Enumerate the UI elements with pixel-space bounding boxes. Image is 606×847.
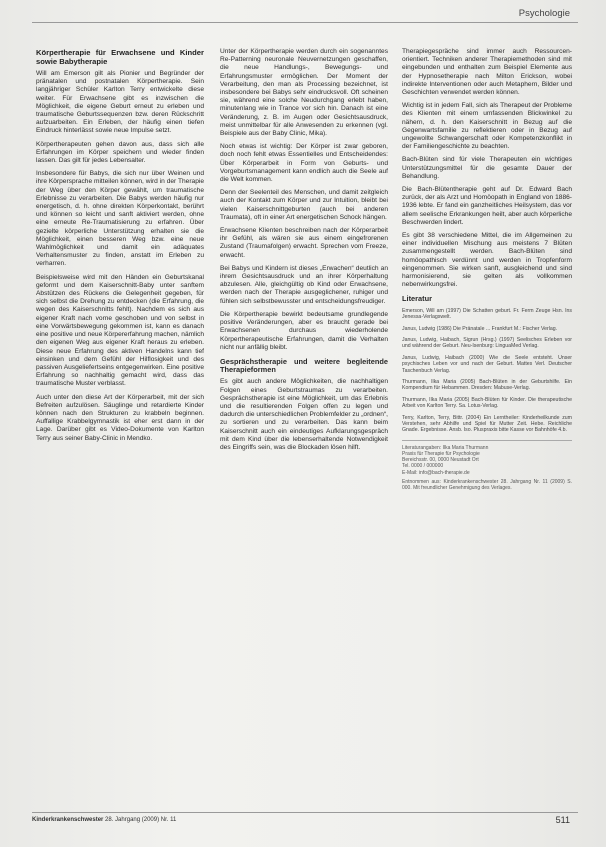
paragraph: Unter der Körpertherapie werden durch ein sogenanntes Re-Patterning neuronale Neuvernetzungen geschaffen, die neue Handlungs-, Bewegungs- und Erfahrungsmuster ermöglichen. Der Moment der Verarbeitung, den man als Processing bezeichnet, ist insbesondere bei Babys sehr eindrucksvoll. Oft scheinen sie, während eine solche Neudurchgang erlebt haben, minutenlang wie in Trance vor sich hin. Danach ist eine Veränderung, z. B. im Augen oder Gesichtsausdruck, meist unmittelbar für alle Anwesenden zu erkennen (vgl. Beispiele aus der Baby Clinic, Mika). bbox=[220, 48, 388, 138]
literature-entry: Janus, Ludwig, Haibach, Sigrun (Hrsg.) (1997) Seelisches Erleben vor und während der Geburt. Neu-Isenburg: LinguaMed Verlag. bbox=[402, 336, 572, 350]
column-3 bbox=[402, 48, 572, 491]
paragraph: Will am Emerson gilt als Pionier und Begründer der pränatalen und postnatalen Körpertherapie. Sein langjähriger Schüler Karlton Terry entwickelte diese weiter. Für Erwachsene gibt es inzwischen die Möglichkeit, die eigene Geburt erneut zu erleben und traumatische Geburtssequenzen bzw. deren Rückschritt aufzuarbeiten. Ein Erleben, der häufig einen tiefen Eindruck hinterlässt sowie neue Impulse setzt. bbox=[36, 70, 204, 135]
author-line: Literaturangaben: Ilka Maria Thurmann bbox=[402, 444, 489, 451]
literature-heading: Literatur bbox=[402, 294, 432, 304]
author-line: Tel. 0000 / 000000 bbox=[402, 463, 444, 470]
paragraph: Wichtig ist in jedem Fall, sich als Therapeut der Probleme des Klienten mit einem umfassenden Blickwinkel zu nähern, d. h. den Kaiserschnitt in Bezug auf die Gegenwartsfamilie zu reflektieren oder in Bezug auf ungewollte Schwangerschaft oder Kompetenzkonflikt in der Familiengeschichte zu beachten. bbox=[402, 102, 572, 151]
literature-entry: Emerson, Will am (1997) Die Schatten geburt. Fr. Ferm Zeuge Hsn. Ins Jenessa-Verlagswelt. bbox=[402, 307, 572, 321]
paragraph: Insbesondere für Babys, die sich nur über Weinen und ihre Körpersprache mitteilen können, wird in der Therapie der Weg über den Körper gewählt, um traumatische Erlebnisse zu verarbeiten. Die Babys werden häufig nur energetisch, d. h. ohne direkten Körperkontakt, berührt und können so leicht und sanft aktiviert werden, ohne eine erneute Re-Traumatisierung zu erfahren. Über gezielte körperliche Unterstützung erhalten sie die Möglichkeit, einen besseren Weg bzw. eine neue Wahlmöglichkeit und damit ein adäquates Verhaltensmuster zu finden, anstatt im Erleben zu verharren. bbox=[36, 170, 204, 268]
section-label: Psychologie bbox=[518, 8, 570, 19]
page-footer bbox=[32, 812, 578, 823]
paragraph: Bach-Blüten sind für viele Therapeuten ein wichtiges Unterstützungsmittel für die gesamte Dauer der Behandlung. bbox=[402, 156, 572, 180]
paragraph: Denn der Seelenteil des Menschen, und damit zeitgleich auch der Kontakt zum Körper und zur Intuition, bleibt bei vielen Kaiserschnittgeburten (auch bei anderen Traumata), oft in einer Art energetischen Schock hängen. bbox=[220, 189, 388, 221]
top-rule bbox=[32, 22, 578, 23]
paragraph: Auch unter den diese Art der Körperarbeit, mit der sich Befreiten aufzulösen. Säuglinge und retardierte Kinder können nach den Strukturen zu krabbeln beginnen. Auffallige Krabbelgymnastik ist eher erst dann in der Lage. Darüber gibt es Video-Dokumente von Karlton Terry aus seiner Baby-Clinic in Mendko. bbox=[36, 393, 204, 442]
journal-issue: 28. Jahrgang (2009) Nr. 11 bbox=[105, 817, 177, 823]
paragraph: Noch etwas ist wichtig: Der Körper ist zwar geboren, doch noch fehlt etwas Essentielles und Entscheidendes: Über Körperarbeit in Form von Geburts- und Vorgeburtsmanagement kann endlich auch die Seele auf die Welt kommen. bbox=[220, 143, 388, 184]
section-heading: Körpertherapie für Erwachsene und Kinder sowie Babytherapie bbox=[36, 48, 204, 66]
author-box bbox=[402, 440, 572, 491]
literature-entry: Janus, Ludwig (1986) Die Pränatale ... Frankfurt M.: Fischer Verlag. bbox=[402, 325, 558, 332]
author-line: E-Mail: info@bach-therapie.de bbox=[402, 469, 470, 476]
source-note: Entnommen aus: Kinderkrankenschwester 28. Jahrgang Nr. 11 (2009) S. 000. Mit freundlicher Genehmigung des Verlages. bbox=[402, 478, 572, 491]
author-line: Bereichsstr. 00, 0000 Neustadt Ort bbox=[402, 457, 479, 464]
journal-name: Kinderkrankenschwester bbox=[32, 817, 104, 823]
literature-entry: Thurmann, Ilka Maria (2005) Bach-Blüten in der Geburtshilfe. Ein Kompendium für Hebammen. Dresden: Mabuse-Verlag. bbox=[402, 378, 572, 392]
paragraph: Bei Babys und Kindern ist dieses „Erwachen“ deutlich an ihrem Gesichtsausdruck und an ihrer Körperhaltung abzulesen. Alle, gleichgültig ob Kind oder Erwachsene, werden nach der Therapie ausgeglichener, ruhiger und fühlen sich selbstbewusster und entscheidungsfreudiger. bbox=[220, 264, 388, 305]
paragraph: Erwachsene Klienten beschreiben nach der Körperarbeit ihr Gefühl, als wären sie aus einem eingefrorenen Zustand (Traumafolgen) erwacht. Sprechen vom Freeze, erwacht. bbox=[220, 227, 388, 259]
literature-entry: Terry, Karlton, Terry, Bittr. (2004) Ein Lerntheiler: Kinderheilkunde zum Verstehen, sehr Abhilfe und Spiel für Mutter Zeit. Hebe. Reichliche Gnade. Ergebnisse. Ansb. Iso. Pluspraxis bitte Kasse vor Bahnhöfe 4.b. bbox=[402, 414, 572, 434]
paragraph: Körpertherapeuten gehen davon aus, dass sich alle Erfahrungen im Körper speichern und wieder finden lassen. Das gilt für jedes Lebensalter. bbox=[36, 140, 204, 165]
paragraph: Es gibt 38 verschiedene Mittel, die im Allgemeinen zu einer individuellen Mischung aus meistens 7 Blüten zusammengestellt werden. Bach-Blüten sind homöopathisch verdünnt und werden in Tropfenform eingenommen. Sie wirken sanft, ausgleichend und sind harmonisierend, sie gelten als vollkommen nebenwirkungsfrei. bbox=[402, 232, 572, 289]
column-2 bbox=[220, 48, 388, 457]
page-number: 511 bbox=[555, 815, 570, 825]
literature-entry: Janus, Ludwig, Haibach (2000) Wie die Seele entsteht. Unser psychisches Leben vor und nach der Geburt. Mattes Verl. Deutscher Taschenbuch Verlag. bbox=[402, 354, 572, 374]
column-1 bbox=[36, 48, 204, 448]
subsection-heading: Gesprächstherapie und weitere begleitende Therapieformen bbox=[220, 356, 388, 375]
paragraph: Es gibt auch andere Möglichkeiten, die nachhaltigen Folgen eines Geburtstraumas zu verarbeiten. Gesprächstherapie ist eine Möglichkeit, um das Erlebnis und die resultierenden Folgen offen zu legen und dadurch die unterschiedlichen Problemfelder zu „ordnen“, zu sortieren und zu verarbeiten. Das kann beim Kaiserschnitt auch ein eindeutiges Aufklarungsgespräch mit dem Kind über die lebenserhaltende Notwendigkeit des Eingriffs sein, was die Blockaden lösen hilft. bbox=[220, 378, 388, 451]
paragraph: Die Körpertherapie bewirkt bedeutsame grundlegende positive Veränderungen, aber es braucht gerade bei Erwachsenen durchaus wiederholende Körpertherapeutische Erfahrungen, damit die Verhalten nicht nur anfällig bleibt. bbox=[220, 310, 388, 351]
paragraph: Beispielsweise wird mit den Händen ein Geburtskanal geformt und dem Kaiserschnitt-Baby unter sanftem Abstützen des Rückens die Gelegenheit gegeben, für sich selbst die Drehung zu entdecken (die Erfahrung, die wegen des Kaiserschnitts fehlt). Nachdem es sich aus eigener Kraft nach vorne geschoben und von selbst in eine Vorwärtsbewegung gekommen ist, kann es danach eine positive und neue Körpererfahrung machen, nämlich den eigenen Weg aus eigener Kraft heraus zu erleben. Diese neue Erfahrung des aktiven Handelns kann tief einsinken und dem Gefühl der Hilflosigkeit und des passiven Ausgeliefertseins entgegenwirken. Eine positive Erfahrung so nachhaltig gemacht wird, dass das traumatische Muster verblasst. bbox=[36, 273, 204, 388]
paragraph: Die Bach-Blütentherapie geht auf Dr. Edward Bach zurück, der als Arzt und Homöopath in England von 1886-1936 lebte. Er fand ein ganzheitliches Heilsystem, das vor allem seelische Erkrankungen heilt, aber auch körperliche Beschwerden lindert. bbox=[402, 186, 572, 226]
paragraph: Therapiegespräche sind immer auch Ressourcen-orientiert. Techniken anderer Therapiemethoden sind mit eingebunden und enthalten zum Beispiel Elemente aus der Hypnosetherapie nach Milton Erickson, wobei indirekte Interventionen oder auch Metaphern, Bilder und Geschichten verwendet werden können. bbox=[402, 48, 572, 97]
author-line: Praxis für Therapie für Psychologie bbox=[402, 450, 480, 457]
literature-entry: Thurmann, Ilka Maria (2005) Bach-Blüten für Kinder. Die therapeutische Arbeit von Karlton Terry. Sa. Lotus-Verlag. bbox=[402, 396, 572, 410]
